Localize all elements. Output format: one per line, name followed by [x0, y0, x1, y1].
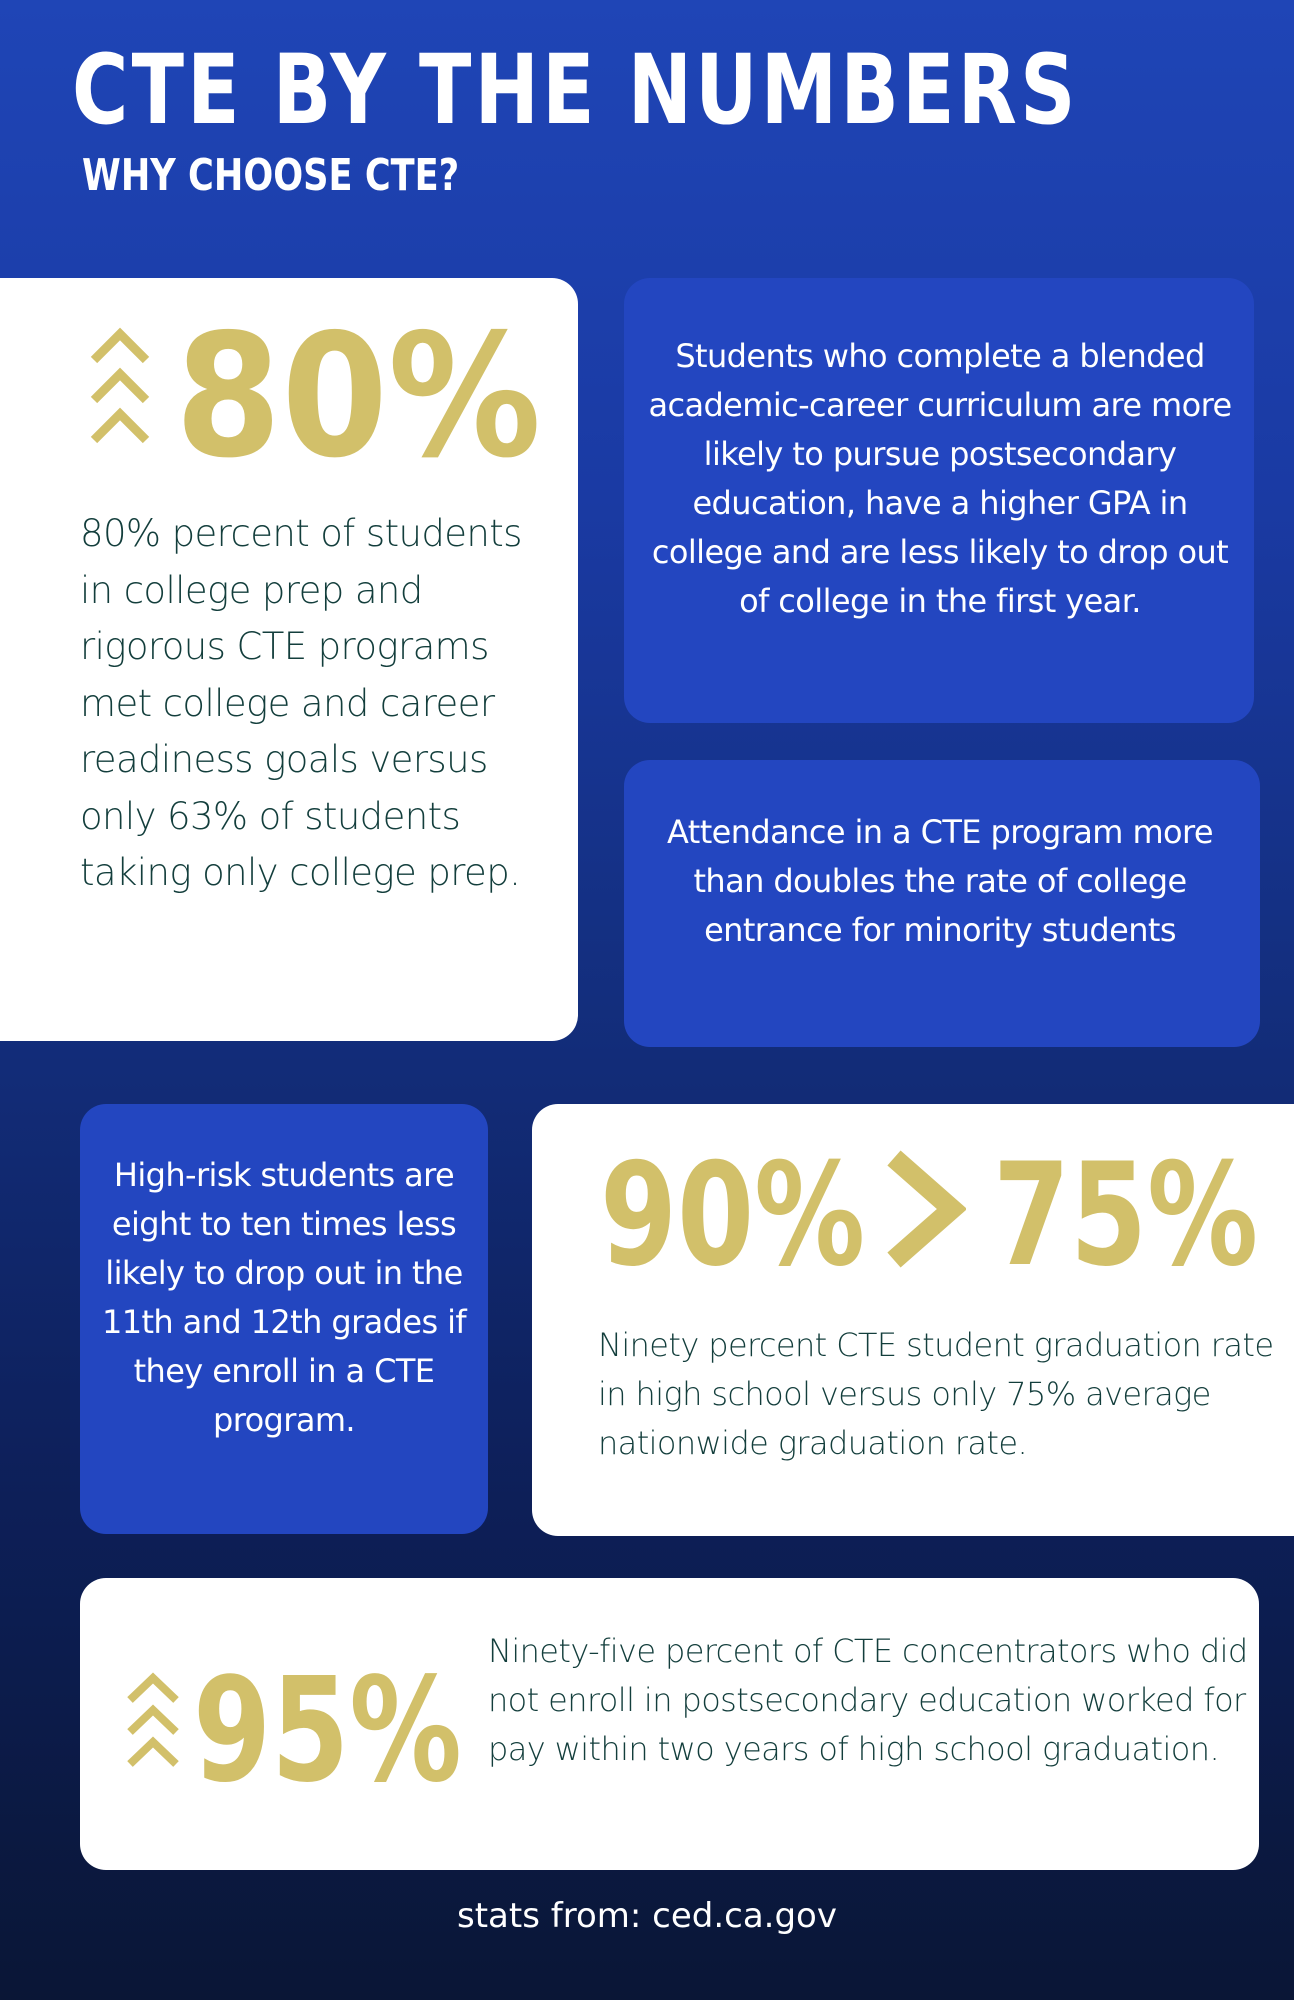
- stat-text-80: 80% percent of students in college prep and rigorous CTE programs met college and career readiness goals versus only 63% of students taking only college prep.: [80, 512, 522, 894]
- source-credit: stats from: ced.ca.gov: [457, 1896, 837, 1936]
- stat-value-80: 80%: [175, 298, 542, 496]
- page-title: CTE BY THE NUMBERS: [72, 34, 1079, 146]
- stat-text-high-risk: High-risk students are eight to ten times less likely to drop out in the 11th and 12th grades if they enroll in a CTE program.: [101, 1156, 467, 1439]
- stat-text-attendance: Attendance in a CTE program more than doubles the rate of college entrance for minority students: [667, 813, 1213, 949]
- greater-than-chevron-icon: [880, 1150, 966, 1268]
- stat-text-95: Ninety-five percent of CTE concentrators who did not enroll in postsecondary education worked for pay within two years of high school graduation.: [488, 1632, 1248, 1768]
- stat-value-75: 75%: [993, 1133, 1259, 1298]
- triple-chevron-up-icon: [124, 1670, 182, 1778]
- stat-value-90: 90%: [600, 1133, 866, 1298]
- triple-chevron-up-icon: [88, 322, 152, 458]
- stat-value-95: 95%: [193, 1646, 462, 1814]
- page-subtitle: WHY CHOOSE CTE?: [82, 150, 460, 201]
- stat-text-blended: Students who complete a blended academic-career curriculum are more likely to pursue postsecondary education, have a higher GPA in college and are less likely to drop out of college in the first year.: [648, 337, 1232, 620]
- stat-text-90: Ninety percent CTE student graduation rate in high school versus only 75% average nationwide graduation rate.: [598, 1326, 1274, 1462]
